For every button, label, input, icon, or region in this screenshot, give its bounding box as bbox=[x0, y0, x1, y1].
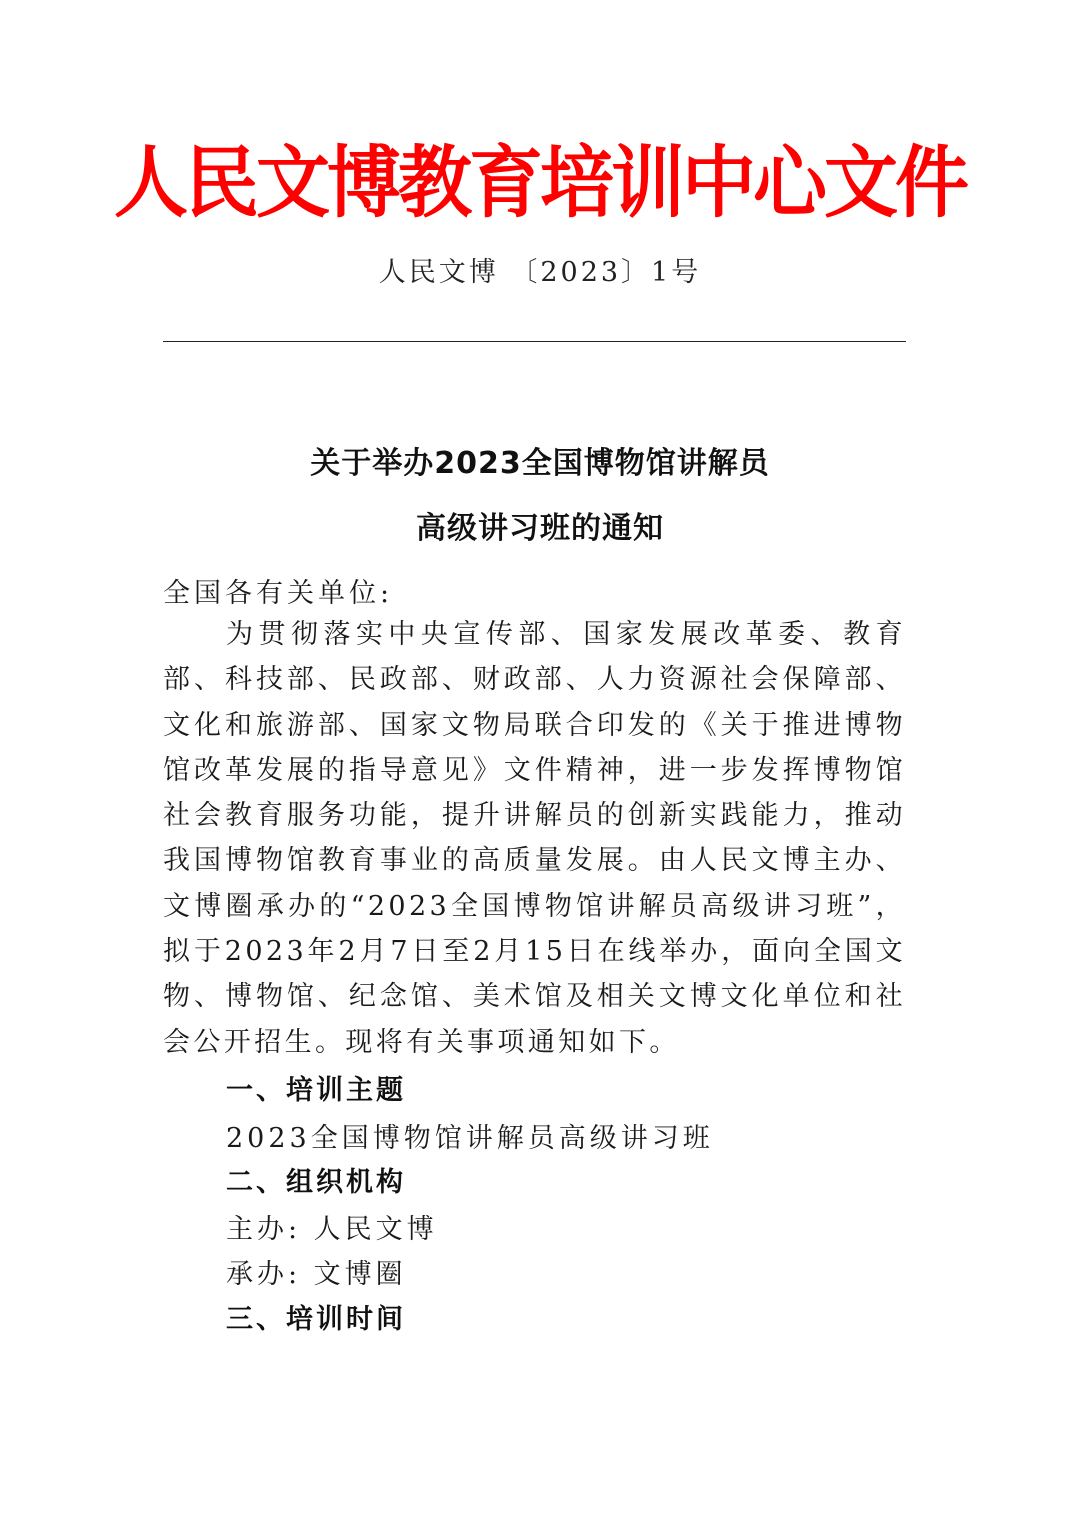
section-text-organizer: 承办: 文博圈 bbox=[226, 1259, 407, 1290]
notice-title-line-1: 关于举办2023全国博物馆讲解员 bbox=[310, 446, 770, 481]
body-paragraph: 为贯彻落实中央宣传部、国家发展改革委、教育部、科技部、民政部、财政部、人力资源社会保障部、文化和旅游部、国家文物局联合印发的《关于推进博物馆改革发展的指导意见》文件精神，进一步发挥博物馆社会教育服务功能，提升讲解员的创新实践能力，推动我国博物馆教育事业的高质量发展。由人民文博主办、文博圈承办的“2023全国博物馆讲解员高级讲习班”，拟于2023年2月7日至2月15日在线举办，面向全国文物、博物馆、纪念馆、美术馆及相关文博文化单位和社会公开招生。现将有关事项通知如下。 bbox=[163, 619, 906, 1058]
notice-title-line-2: 高级讲习班的通知 bbox=[416, 511, 664, 546]
salutation: 全国各有关单位: bbox=[163, 578, 394, 609]
header-divider bbox=[163, 341, 906, 342]
document-number: 人民文博 〔2023〕1号 bbox=[378, 257, 702, 288]
section-text-theme: 2023全国博物馆讲解员高级讲习班 bbox=[226, 1123, 714, 1154]
red-header-title: 人民文博教育培训中心文件 bbox=[114, 137, 966, 229]
section-text-host: 主办: 人民文博 bbox=[226, 1214, 438, 1245]
section-heading-organization: 二、组织机构 bbox=[226, 1167, 406, 1198]
section-heading-theme: 一、培训主题 bbox=[226, 1075, 406, 1106]
section-heading-time: 三、培训时间 bbox=[226, 1304, 406, 1335]
